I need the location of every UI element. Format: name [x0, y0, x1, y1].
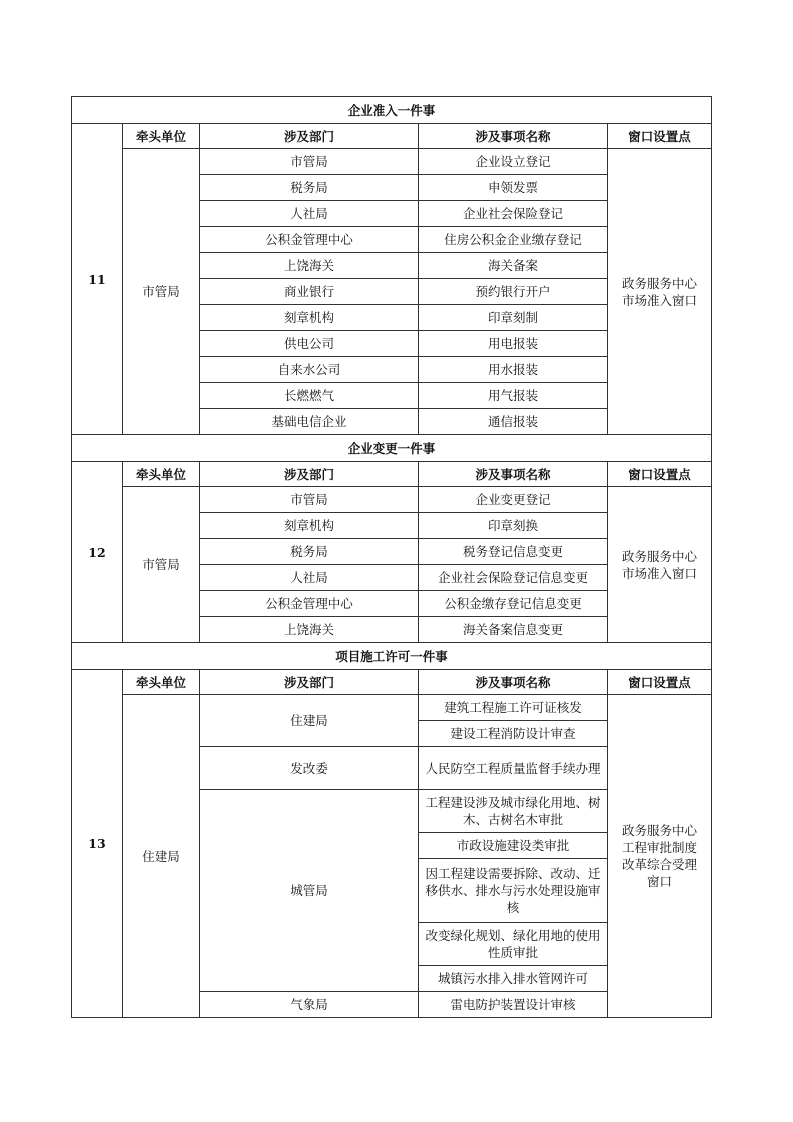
service-table — [71, 96, 712, 1018]
item-cell: 通信报装 — [419, 409, 608, 435]
dept-cell: 刻章机构 — [200, 513, 419, 539]
header-lead: 牵头单位 — [123, 462, 200, 487]
dept-cell: 税务局 — [200, 539, 419, 565]
item-cell: 企业社会保险登记 — [419, 201, 608, 227]
dept-cell: 市管局 — [200, 149, 419, 175]
item-cell: 印章刻换 — [419, 513, 608, 539]
dept-cell: 基础电信企业 — [200, 409, 419, 435]
dept-cell: 人社局 — [200, 201, 419, 227]
item-cell: 雷电防护装置设计审核 — [419, 992, 608, 1018]
header-window: 窗口设置点 — [608, 462, 712, 487]
header-lead: 牵头单位 — [123, 124, 200, 149]
item-cell: 建设工程消防设计审查 — [419, 721, 608, 747]
item-cell: 税务登记信息变更 — [419, 539, 608, 565]
item-cell: 用气报装 — [419, 383, 608, 409]
row-number: 12 — [72, 462, 123, 643]
item-cell: 印章刻制 — [419, 305, 608, 331]
window-cell: 政务服务中心 市场准入窗口 — [608, 487, 712, 643]
dept-cell: 上饶海关 — [200, 617, 419, 643]
item-cell: 用电报装 — [419, 331, 608, 357]
dept-cell: 供电公司 — [200, 331, 419, 357]
item-cell: 因工程建设需要拆除、改动、迁移供水、排水与污水处理设施审核 — [419, 859, 608, 923]
dept-cell: 商业银行 — [200, 279, 419, 305]
header-dept: 涉及部门 — [200, 124, 419, 149]
dept-cell: 气象局 — [200, 992, 419, 1018]
item-cell: 申领发票 — [419, 175, 608, 201]
header-window: 窗口设置点 — [608, 670, 712, 695]
dept-cell: 刻章机构 — [200, 305, 419, 331]
header-item: 涉及事项名称 — [419, 462, 608, 487]
lead-unit: 市管局 — [123, 149, 200, 435]
window-cell: 政务服务中心 市场准入窗口 — [608, 149, 712, 435]
header-dept: 涉及部门 — [200, 462, 419, 487]
dept-cell: 市管局 — [200, 487, 419, 513]
item-cell: 企业社会保险登记信息变更 — [419, 565, 608, 591]
item-cell: 工程建设涉及城市绿化用地、树木、古树名木审批 — [419, 790, 608, 833]
item-cell: 企业变更登记 — [419, 487, 608, 513]
header-item: 涉及事项名称 — [419, 124, 608, 149]
dept-cell: 长燃燃气 — [200, 383, 419, 409]
item-cell: 建筑工程施工许可证核发 — [419, 695, 608, 721]
row-number: 13 — [72, 670, 123, 1018]
item-cell: 海关备案 — [419, 253, 608, 279]
section-title: 企业变更一件事 — [72, 435, 712, 462]
item-cell: 城镇污水排入排水管网许可 — [419, 966, 608, 992]
lead-unit: 市管局 — [123, 487, 200, 643]
header-item: 涉及事项名称 — [419, 670, 608, 695]
dept-cell: 税务局 — [200, 175, 419, 201]
row-number: 11 — [72, 124, 123, 435]
dept-cell: 发改委 — [200, 747, 419, 790]
item-cell: 用水报装 — [419, 357, 608, 383]
item-cell: 企业设立登记 — [419, 149, 608, 175]
dept-cell: 人社局 — [200, 565, 419, 591]
item-cell: 住房公积金企业缴存登记 — [419, 227, 608, 253]
window-cell: 政务服务中心 工程审批制度 改革综合受理 窗口 — [608, 695, 712, 1018]
item-cell: 改变绿化规划、绿化用地的使用性质审批 — [419, 923, 608, 966]
item-cell: 人民防空工程质量监督手续办理 — [419, 747, 608, 790]
dept-cell: 上饶海关 — [200, 253, 419, 279]
dept-cell: 住建局 — [200, 695, 419, 747]
item-cell: 海关备案信息变更 — [419, 617, 608, 643]
dept-cell: 公积金管理中心 — [200, 227, 419, 253]
item-cell: 公积金缴存登记信息变更 — [419, 591, 608, 617]
header-window: 窗口设置点 — [608, 124, 712, 149]
lead-unit: 住建局 — [123, 695, 200, 1018]
dept-cell: 公积金管理中心 — [200, 591, 419, 617]
item-cell: 市政设施建设类审批 — [419, 833, 608, 859]
section-title: 项目施工许可一件事 — [72, 643, 712, 670]
section-title: 企业准入一件事 — [72, 97, 712, 124]
header-lead: 牵头单位 — [123, 670, 200, 695]
item-cell: 预约银行开户 — [419, 279, 608, 305]
dept-cell: 自来水公司 — [200, 357, 419, 383]
header-dept: 涉及部门 — [200, 670, 419, 695]
dept-cell: 城管局 — [200, 790, 419, 992]
